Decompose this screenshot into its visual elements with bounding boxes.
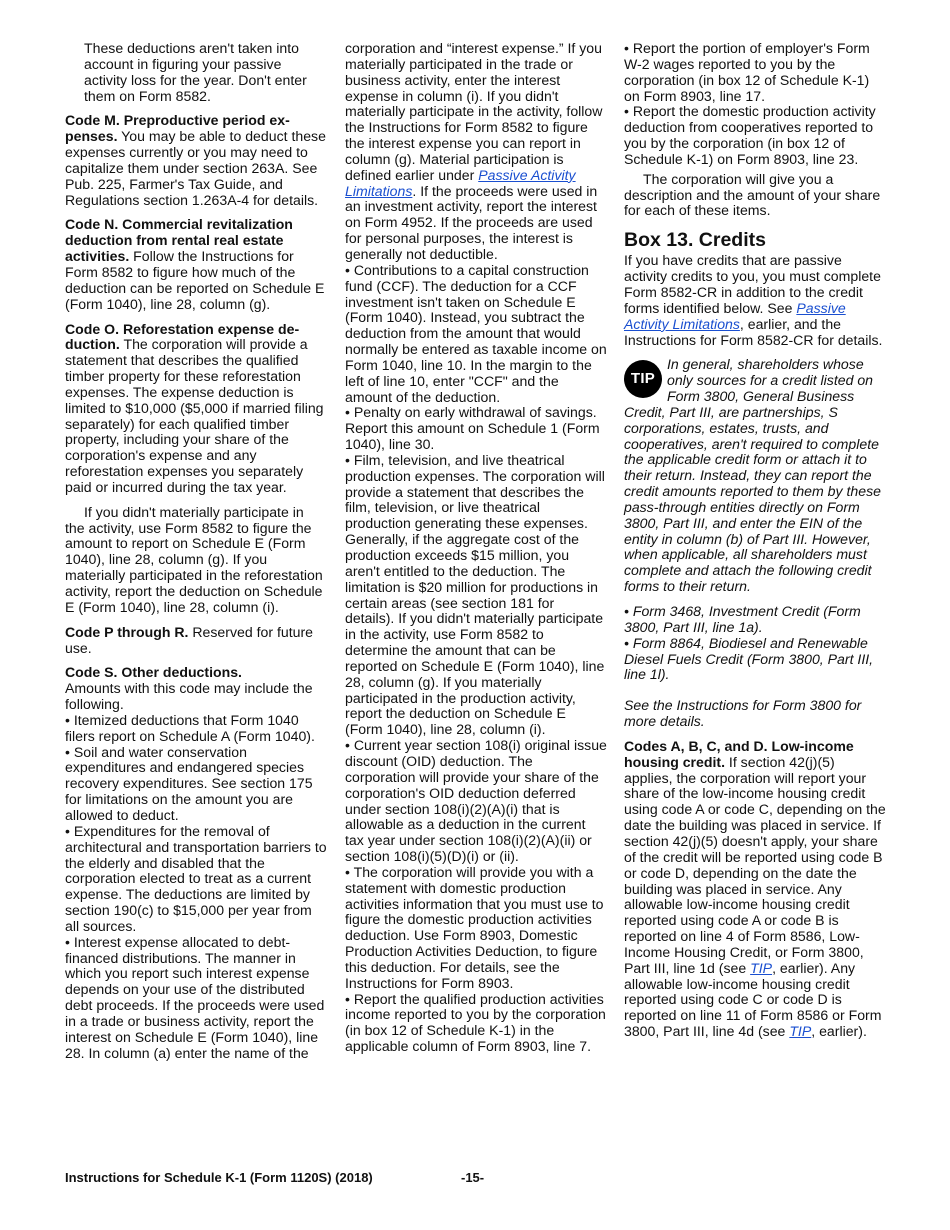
code-s-section: Code S. Other deductions. Amounts with this code may include the following. xyxy=(65,664,313,713)
box-13-intro: If you have credits that are passive activity credits to you, you must complete Form 8582-CR in addition to the credit forms identified below. See Passive Activity Limitations, earlier, and the Instructions for Form 8582-CR for details. xyxy=(624,252,883,348)
list-item: • Form 8864, Biodiesel and Renewable Diesel Fuels Credit (Form 3800, Part III, line 1l). xyxy=(624,634,874,683)
list-item: • Soil and water conservation expenditures and endangered species recovery expenditures. See section 175 for limitations on the amount you are allowed to deduct. xyxy=(65,743,313,823)
codes-a-d-section: Codes A, B, C, and D. Low-income housing credit. If section 42(j)(5) applies, the corporation will report your share of the low-income housing credit using code A or code C, depending on the date the building was placed in service. If section 42(j)(5) doesn't apply, your share of the credit will be reported using code B or code D, depending on the date the building was placed in service. Any allowable low-income housing credit reported using code A or code B is reported on line 4 of Form 8586, Low-Income Housing Credit, or Form 3800, Part III, line 1d (see TIP, earlier). Any allowable low-income housing credit reported using code C or code D is reported on line 11 of Form 8586 or Form 3800, Part III, line 4d (see TIP, earlier). xyxy=(624,737,886,1040)
code-m-heading: Code M. Preproductive period ex-penses. xyxy=(65,112,290,145)
tip-link[interactable]: TIP xyxy=(750,959,773,976)
code-o-paragraph-2: If you didn't materially participate in the activity, use Form 8582 to figure the amount to report on Schedule E (Form 1040), line 28, column (g). If you materially participated in the reforestation activity, report the deduction on Schedule E (Form 1040), line 28, column (i). xyxy=(65,503,323,615)
page-number: -15- xyxy=(461,1170,485,1185)
tip-link[interactable]: TIP xyxy=(789,1023,812,1040)
code-m-section: Code M. Preproductive period ex-penses. You may be able to deduct these expenses currently or you may need to capitalize them under section 263A. See Pub. 225, Farmer's Tax Guide, and Regulations section 1.263A-4 for details. xyxy=(65,112,326,208)
list-item: • Film, television, and live theatrical production expenses. The corporation will provide a statement that describes the film, television, or live theatrical production generating these expenses. Generally, if the aggregate cost of the production exceeds $15 million, you aren't entitled to the deduction. The limitation is $20 million for productions in certain areas (see section 181 for details). If you didn't materially participate in the activity, use Form 8582 to determine the amount that can be reported on Schedule E (Form 1040), line 28, column (g). If you materially participated in the production activity, report the deduction on Schedule E (Form 1040), line 28, column (i). xyxy=(345,451,605,738)
intro-paragraph: These deductions aren't taken into account in figuring your passive activity loss for the year. Don't enter them on Form 8582. xyxy=(84,40,307,104)
passive-activity-limitations-link[interactable]: Passive Activity Limitations xyxy=(345,166,576,199)
code-n-section: Code N. Commercial revitalization deduction from rental real estate activities. Follow the Instructions for Form 8582 to figure how much of the deduction can be reported on Schedule E (Form 1040), line 28, column (g). xyxy=(65,216,325,312)
list-item: • Report the portion of employer's Form W-2 wages reported to you by the corporation (in box 12 of Schedule K-1) on Form 8903, line 17. xyxy=(624,40,870,104)
list-item: • Expenditures for the removal of architectural and transportation barriers to the elderly and disabled that the corporation elected to treat as a current expense. The deductions are limited by section 190(c) to $15,000 per year from all sources. xyxy=(65,822,327,934)
list-item: • Penalty on early withdrawal of savings. Report this amount on Schedule 1 (Form 1040), line 30. xyxy=(345,404,600,453)
code-p-r-section: Code P through R. Reserved for future use. xyxy=(65,623,314,656)
footer-title: Instructions for Schedule K-1 (Form 1120S) (2018) xyxy=(65,1170,373,1185)
description-paragraph: The corporation will give you a description and the amount of your share for each of these items. xyxy=(624,170,881,219)
list-item: • Form 3468, Investment Credit (Form 3800, Part III, line 1a). xyxy=(624,603,861,635)
tip-see-more: See the Instructions for Form 3800 for more details. xyxy=(624,697,862,730)
list-item: • Current year section 108(i) original issue discount (OID) deduction. The corporation will provide your share of the corporation's OID deduction deferred under section 108(i)(2)(A)(i) that is allowable as a deduction in the current tax year under section 108(i)(2)(A)(ii) or section 108(i)(5)(D)(i) or (ii). xyxy=(345,737,607,865)
code-s-heading: Code S. Other deductions. xyxy=(65,664,242,681)
list-item: • Report the domestic production activity deduction from cooperatives reported to you by the corporation (in box 12 of Schedule K-1) on Form 8903, line 23. xyxy=(624,103,876,167)
list-item: • Report the qualified production activities income reported to you by the corporation (in box 12 of Schedule K-1) in the applicable column of Form 8903, line 7. xyxy=(345,990,606,1055)
codes-a-d-heading: Codes A, B, C, and D. Low-income housing credit. xyxy=(624,737,854,770)
tip-icon: TIP xyxy=(624,360,662,398)
code-n-heading: Code N. Commercial revitalization deduction from rental real estate activities. xyxy=(65,216,293,265)
code-o-heading: Code O. Reforestation expense de-duction. xyxy=(65,320,300,353)
column-right xyxy=(624,41,886,1049)
box-13-heading: Box 13. Credits xyxy=(624,229,766,252)
tip-text: In general, shareholders whose only sources for a credit listed on Form 3800, General Business Credit, Part III, are partnerships, S corporations, estates, trusts, and cooperatives, aren't required to complete the applicable credit form or attach it to their return. Instead, they can report the credit amounts reported to them by these pass-through entities directly on Form 3800, Part III, and enter the EIN of the entity in column (b) of Part III. However, when applicable, all shareholders must complete and attach the following credit forms to their return. xyxy=(624,356,881,595)
tip-box xyxy=(624,357,886,595)
list-item: • Itemized deductions that Form 1040 filers report on Schedule A (Form 1040). xyxy=(65,711,315,744)
list-item: • The corporation will provide you with a statement with domestic production activities information that you must use to figure the domestic production activities deduction. Use Form 8903, Domestic Production Activities Deduction, to figure this deduction. For details, see the Instructions for Form 8903. xyxy=(345,863,604,991)
interest-expense-paragraph: corporation and “interest expense.” If you materially participated in the trade or business activity, enter the interest expense in column (i). If you didn't materially participate in the activity, follow the Instructions for Form 8582 to figure the interest expense you can report in column (g). Material participation is defined earlier under Passive Activity Limitations. If the proceeds were used in an investment activity, report the interest on Form 4952. If the proceeds are used for personal purposes, the interest is generally not deductible. xyxy=(345,40,603,262)
column-left xyxy=(65,41,327,1061)
list-item: • Interest expense allocated to debt-financed distributions. The manner in which you report such interest expense depends on your use of the distributed debt proceeds. If the proceeds were used in a trade or business activity, report the interest on Schedule E (Form 1040), line 28. In column (a) enter the name of the xyxy=(65,933,325,1061)
code-p-r-heading: Code P through R. xyxy=(65,623,189,640)
list-item: • Contributions to a capital construction fund (CCF). The deduction for a CCF investment isn't taken on Schedule E (Form 1040). Instead, you subtract the deduction from the amount that would normally be entered as taxable income on Form 1040, line 10. In the margin to the left of line 10, enter "CCF" and the amount of the deduction. xyxy=(345,261,607,405)
code-o-section: Code O. Reforestation expense de-duction. The corporation will provide a statement that describes the qualified timber property for these reforestation expenses. The expense deduction is limited to $10,000 ($5,000 if married filing separately) for each qualified timber property, including your share of the corporation's expense and any reforestation expenses you separately paid or incurred during the tax year. xyxy=(65,320,324,495)
passive-activity-limitations-link[interactable]: Passive Activity Limitations xyxy=(624,299,846,332)
column-middle xyxy=(345,41,607,1055)
